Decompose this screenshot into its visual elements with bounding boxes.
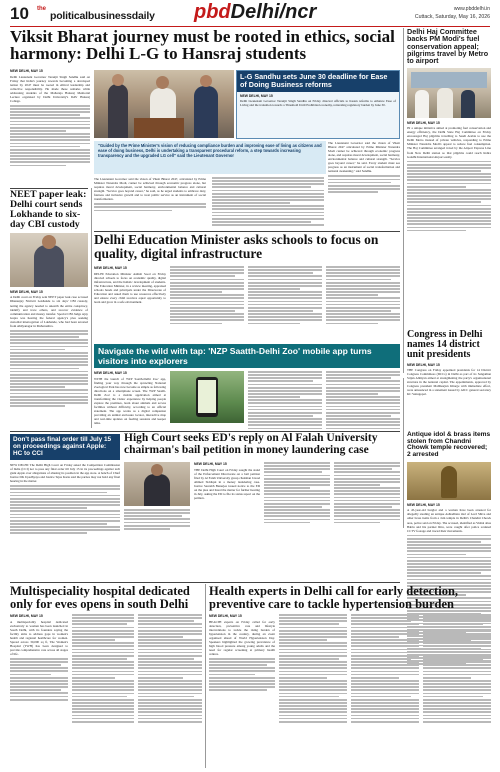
hc-col-3 xyxy=(264,462,330,523)
antique-idol xyxy=(441,466,457,498)
website: www.pbddelhi.in xyxy=(453,6,490,12)
haj-photo xyxy=(407,68,491,118)
congress-panel xyxy=(407,330,491,428)
antique-photo xyxy=(407,462,491,500)
zoo-col-1 xyxy=(94,371,166,425)
edu-col-4-lines xyxy=(326,266,400,324)
lead-mid-2-lines xyxy=(212,177,324,226)
zoo-body: WITH the launch of 'NZP Saatth-Delhi Zoo' app, finding your way through the sprawling National Zoological Park has now become as simple as following directions on a smartphone screen. The 'NZP Saatth-Delhi Zoo' is a mobile application aimed at transforming the visitor experience by helping people explore the premises, learn about animals and access facilities without difficulty, according to an official statement. The app works as a digital companion providing an animal enclosure locator, interactive map and real-time updates on feeding sessions and keeper talks. xyxy=(94,376,166,426)
ms-body: A multispeciality hospital dedicated exclusively to women has been launched in South Delhi, with its founders saying the facility aims to address gaps in women's health and regional healthcare for women. Spread across 30,000 sq ft, The Women's Hospital (TWH) has been designed to provide comprehensive care across all stages of life. xyxy=(10,619,68,656)
lead-intro: Delhi Lieutenant Governor Taranjit Singh Sandhu said on Friday that India's journey towards becoming a developed nation by 2047 must be rooted in ethical leadership and collective responsibility. He made these remarks while addressing students of the Maharaja Hansraj Memorial Lecture organised by Delhi University's DAV Hansraj College. xyxy=(10,74,90,103)
haj-pilgrim-1 xyxy=(415,90,429,118)
hc-body: THE Delhi High Court on Friday sought the stand of the Enforcement Directorate on a bail petition filed by Al Falah University group chairman Jawad Ahmed Siddiqui in a money laundering case. Justice Saurabh Banerjee issued notice to the ED on the plea and listed the matter for further hearing in July, asking the ED to file its status report on the petition. xyxy=(194,467,260,500)
lead-photo xyxy=(94,70,234,138)
haj-headline: Delhi Haj Committee backs PM Modi's fuel conservation appeal; pilgrims travel by Metro to airport xyxy=(407,27,489,66)
ms-col-2 xyxy=(72,614,134,723)
congress-title: Congress in Delhi names 14 district unit presidents xyxy=(407,330,483,361)
podium xyxy=(134,118,184,138)
congress-dateline: NEW DELHI, MAY 15 xyxy=(407,362,440,367)
lg-box-title: L-G Sandhu sets June 30 deadline for Ease of Doing Business reforms xyxy=(237,71,399,92)
lead-col-mid-2 xyxy=(212,177,324,226)
hc-col-4 xyxy=(334,462,400,523)
edu-body: DELHI Education Minister Ashish Sood on Friday directed schools to focus on academic quality, digital infrastructure, and the holistic development of students. The Education Minister, in a review meeting, appraised schools heads and principals under the Directorate of Education and asked them to use resources effectively and ensure every child receives equal opportunity to learn and grow in a safe environment. xyxy=(94,271,166,304)
lead-pull-quote: "Guided by the Prime Minister's vision of reducing compliance burden and improving ease of living as citizens and ease of doing business, Delhi is undertaking a transparent procedural reform, a step towards increasing transparency and the upgraded LG cell" said the Lieutenant Governor xyxy=(98,143,322,158)
divider-left xyxy=(91,188,92,428)
hc-col-3-lines xyxy=(264,462,330,523)
section-label: Delhi/ncr xyxy=(230,1,317,23)
edu-col-3 xyxy=(248,266,322,324)
lead-col-1-lines xyxy=(10,105,90,166)
neet-person xyxy=(34,245,64,287)
health-col-3-lines xyxy=(351,614,419,723)
health-col-1 xyxy=(209,614,275,691)
edu-col-2 xyxy=(170,266,244,324)
haj-body: IN a unique initiative aimed at promoting fuel conservation and energy efficiency, the Delhi State Haj Committee on Friday encouraged Haj pilgrims travelling to Saudi Arabia to use the Delhi Metro instead of private vehicles, responding to Prime Minister Narendra Modi's appeal to reduce fuel consumption. The Haj Committee arranged travel by the Airport Express Line from New Delhi station so that pilgrims could reach Indira Gandhi International Airport easily. xyxy=(407,126,491,159)
masthead xyxy=(10,2,490,26)
zoo-photo xyxy=(170,371,244,423)
lead-col-3 xyxy=(328,141,400,193)
neet-headline: NEET paper leak: Delhi court sends Lokhande to six-day CBI custody xyxy=(10,189,87,230)
health-body: HEALTH experts on Friday called for early detection, preventive care and lifestyle interventions to tackle the rising burden of hypertension in the country, during an event organised ahead of World Hypertension Day. Speakers highlighted the growing prevalence of high blood pressure among young adults and the need for regular screening at primary health centres. xyxy=(209,619,275,656)
antique-dateline: NEW DELHI, MAY 15 xyxy=(407,502,440,507)
lead-headline: Viksit Bharat journey must be rooted in ethics, social harmony: Delhi L-G to Hansraj students xyxy=(10,27,395,64)
person-1-head xyxy=(112,74,124,86)
brand-the: the xyxy=(37,6,46,12)
edu-headline: Delhi Education Minister asks schools to focus on quality, digital infrastructure xyxy=(94,232,379,261)
lg-box-dateline: NEW DELHI, MAY 15 xyxy=(240,93,273,98)
hc-col-1-lines xyxy=(124,509,190,530)
antique-headline: Antique idol & brass items stolen from Chandni Chowk temple recovered; 2 arrested xyxy=(407,431,491,459)
neet-body: A Delhi court on Friday sent NEET paper leak case accused Dhananjay Nivrutti Lokhande to six days' CBI custody, noting the agency needed to unearth the entire conspiracy, identify and trace others, and recover evidence of communication and money transfer. Special CBI Judge Ajay Gupta was hearing the federal agency's plea seeking custodial interrogation of Lokhande, who had been arrested from Ahilyanagar in Maharashtra. xyxy=(10,295,88,328)
divider-bottom-mid xyxy=(205,584,206,768)
edu-col-2-lines xyxy=(170,266,244,324)
haj-pilgrim-2 xyxy=(437,88,453,118)
apple-headline: Don't pass final order till July 15 on proceedings against Apple: HC to CCI xyxy=(13,435,112,458)
health-col-3 xyxy=(351,614,419,723)
brand-logo xyxy=(37,6,155,20)
lead-dateline: NEW DELHI, MAY 15 xyxy=(10,69,43,73)
person-2-head xyxy=(156,76,169,89)
zoo-col-4-lines xyxy=(326,371,400,429)
ms-col-2-lines xyxy=(72,614,134,723)
ms-dateline: NEW DELHI, MAY 15 xyxy=(10,614,43,618)
health-headline: Health experts in Delhi call for early detection, preventive care to tackle hypertension burden xyxy=(209,584,459,611)
lead-col-3-lines xyxy=(328,175,400,193)
haj-lines xyxy=(407,161,491,232)
neet-person-head xyxy=(42,235,56,249)
section-pbd: pbd xyxy=(194,1,231,23)
ms-col-1 xyxy=(10,614,68,701)
haj-dateline: NEW DELHI, MAY 15 xyxy=(407,120,440,125)
hc-person xyxy=(144,474,170,506)
ms-headline: Multispeciality hospital dedicated only for eves opens in south Delhi xyxy=(10,584,190,611)
lead-quote-box xyxy=(94,141,326,174)
health-col-4 xyxy=(423,614,491,723)
apple-body: NEW DELHI: The Delhi High Court on Friday asked the Competition Commission of India (CCI) not to pass any final order till July 15 in its proceedings against tech giant Apple over allegations of abusing its position in the app store. A bench of Chief Justice DK Upadhyaya and Justice Tejas Karia said the parties may not hold any final hearing in the matter. xyxy=(10,463,120,484)
lead-right-col: The Lieutenant Governor said the vision of Viksit Bharat 2047 articulated by Prime Minister Narendra Modi cannot be achieved through economic progress alone, and requires moral development, social harmony, environmental balance and cultural strength. "Service goes beyond career," he said. Every student must see progress as an instrument of social transformation and national awakening," said Sandhu. xyxy=(328,141,400,174)
zoo-banner xyxy=(94,344,400,368)
health-col-4-lines xyxy=(423,614,491,723)
ms-col-3 xyxy=(138,614,202,723)
person-1 xyxy=(108,84,128,138)
zoo-col-3-lines xyxy=(248,371,322,429)
edu-col-4 xyxy=(326,266,400,324)
antique-body: A 45-year-old burglar and a woman have been arrested for allegedly stealing an antique Ashtadhatu idol of Lord Shiva and other brass items from a Jain temple in Delhi's Chandni Chowk area, police said on Friday. The accused, identified as Vishal alias Bablu and his partner Ritu, were caught after police scanned CCTV footage and traced their movements. xyxy=(407,508,491,533)
edu-dateline: NEW DELHI, MAY 15 xyxy=(94,266,127,270)
lead-mid-lines xyxy=(94,203,206,211)
hc-headline: High Court seeks ED's reply on Al Falah University chairman's bail petition in money laundering case xyxy=(124,432,378,456)
section-title xyxy=(194,1,316,24)
page-number: 10 xyxy=(10,4,29,23)
zoo-dateline: NEW DELHI, MAY 15 xyxy=(94,371,127,375)
brand-name: politicalbusinessdaily xyxy=(50,10,155,22)
ms-col-3-lines xyxy=(138,614,202,723)
apple-col xyxy=(10,463,120,534)
neet-lines xyxy=(10,330,88,407)
zoo-phone-screen xyxy=(198,380,216,413)
haj-pilgrim-3 xyxy=(461,90,475,118)
hc-photo xyxy=(124,462,190,506)
edu-col-1 xyxy=(94,266,166,304)
apple-lines xyxy=(10,485,120,534)
hc-person-head xyxy=(151,464,163,476)
haj-story xyxy=(407,28,491,231)
ms-top-rule xyxy=(10,582,400,583)
hc-dateline: NEW DELHI, MAY 15 xyxy=(194,462,227,466)
ms-col-1-lines xyxy=(10,658,68,701)
lg-box xyxy=(236,70,400,139)
lg-box-caption: Delhi Lieutenant Governor Taranjit Singh Sandhu on Friday directed officials to hasten reforms to enhance Ease of Living and the transition towards a Threshold Until Prohibited economy, reiterating regulatory burden by June 30. xyxy=(240,98,396,107)
health-col-2-lines xyxy=(279,614,347,723)
hc-col-4-lines xyxy=(334,462,400,523)
lead-col-mid xyxy=(94,177,206,211)
apple-banner xyxy=(10,434,120,460)
neet-photo xyxy=(10,233,88,287)
divider-right-lower xyxy=(403,378,404,528)
person-3 xyxy=(194,86,218,138)
zoo-headline: Navigate the wild with tap: 'NZP Saatth-Delhi Zoo' mobile app turns visitors into explorers xyxy=(98,345,372,366)
hc-col-2 xyxy=(194,462,260,500)
zoo-col-3 xyxy=(248,371,322,429)
edu-col-3-lines xyxy=(248,266,322,324)
divider-right xyxy=(403,28,404,373)
dateline: Cuttack, Saturday, May 16, 2026 xyxy=(414,14,490,20)
congress-body: THE Congress on Friday appointed presidents for 14 District Congress Committees (DCCs) in Delhi as part of its Sangathan Srijan Abhiyan aimed at strengthening the party's organisational structure in the national capital. The appointments, approved by Congress president Mallikarjun Kharge with immediate effect, were announced in a statement issued by AICC general secretary KC Venugopal. xyxy=(407,368,491,397)
person-3-head xyxy=(200,75,212,87)
neet-dateline: NEW DELHI, MAY 15 xyxy=(10,289,43,294)
lead-middle-col: The Lieutenant Governor said the vision of Viksit Bharat 2047, articulated by Prime Minister Narendra Modi, cannot be achieved through economic progress alone, but requires moral development, social harmony, environmental balance and cultural strength. "Service goes beyond career," he said, as he urged students to embrace duty, fairness and inclusive growth and to treat public service as an instrument of social transformation. xyxy=(94,177,206,202)
hc-col-1 xyxy=(124,462,190,530)
health-dateline: NEW DELHI, MAY 15 xyxy=(209,614,242,618)
lead-col-1 xyxy=(10,69,90,166)
haj-metro-window xyxy=(411,72,487,88)
health-col-1-lines xyxy=(209,658,275,691)
health-col-2 xyxy=(279,614,347,723)
zoo-col-4 xyxy=(326,371,400,429)
neet-story xyxy=(10,190,88,407)
